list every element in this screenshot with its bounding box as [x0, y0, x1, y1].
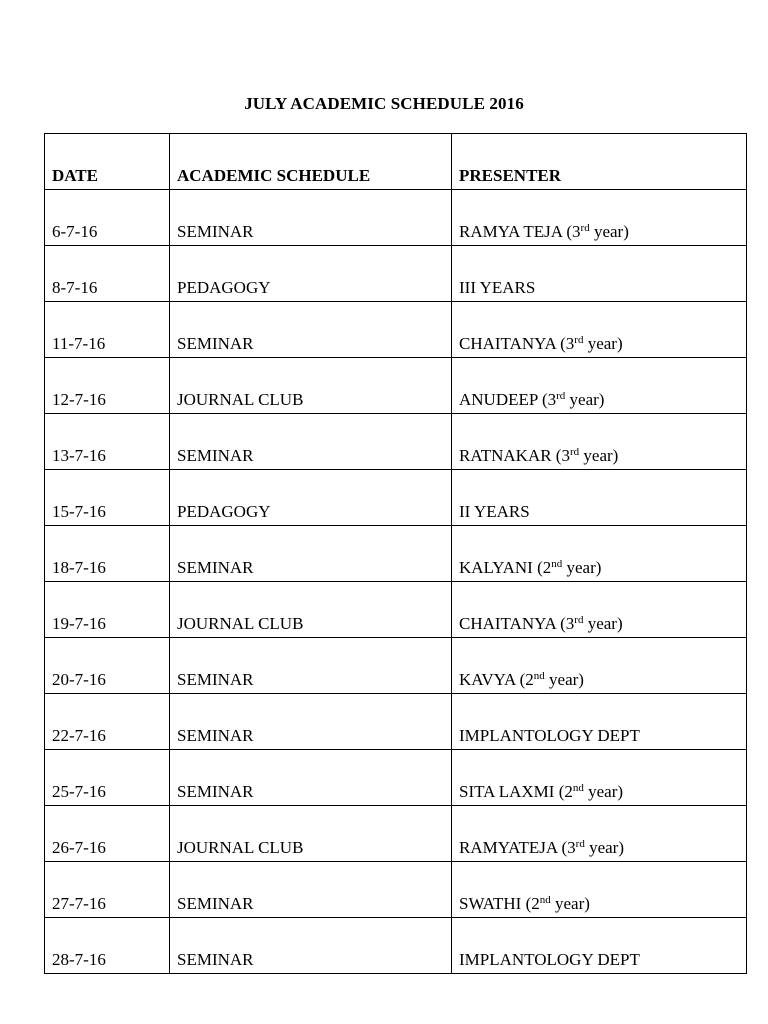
table-row	[45, 694, 747, 750]
cell-presenter	[452, 582, 747, 638]
cell-presenter	[452, 694, 747, 750]
presenter-name: ANUDEEP (3	[459, 390, 557, 409]
schedule-body	[45, 190, 747, 974]
cell-presenter	[452, 862, 747, 918]
header-academic-schedule: ACADEMIC SCHEDULE	[170, 134, 452, 190]
cell-presenter	[452, 918, 747, 974]
cell-date: 28-7-16	[45, 918, 170, 974]
cell-date: 12-7-16	[45, 358, 170, 414]
cell-academic-schedule: PEDAGOGY	[170, 246, 452, 302]
cell-academic-schedule: JOURNAL CLUB	[170, 582, 452, 638]
cell-date: 25-7-16	[45, 750, 170, 806]
year-suffix: year)	[544, 670, 584, 689]
cell-academic-schedule: SEMINAR	[170, 750, 452, 806]
year-suffix: year)	[583, 782, 624, 801]
year-ordinal-superscript: nd	[551, 558, 563, 570]
year-suffix: year)	[550, 894, 590, 913]
year-suffix: year)	[579, 446, 619, 465]
cell-academic-schedule: SEMINAR	[170, 302, 452, 358]
presenter-name: IMPLANTOLOGY DEPT	[459, 950, 640, 969]
year-ordinal-superscript: rd	[556, 390, 566, 402]
presenter-name: KALYANI (2	[459, 558, 552, 577]
cell-presenter	[452, 246, 747, 302]
cell-date: 19-7-16	[45, 582, 170, 638]
presenter-name: RATNAKAR (3	[459, 446, 570, 465]
cell-academic-schedule: JOURNAL CLUB	[170, 806, 452, 862]
cell-date: 26-7-16	[45, 806, 170, 862]
table-row	[45, 358, 747, 414]
presenter-name: IMPLANTOLOGY DEPT	[459, 726, 640, 745]
cell-date: 22-7-16	[45, 694, 170, 750]
table-row	[45, 470, 747, 526]
cell-presenter	[452, 806, 747, 862]
cell-presenter	[452, 358, 747, 414]
year-ordinal-superscript: rd	[574, 334, 584, 346]
header-date: DATE	[45, 134, 170, 190]
cell-presenter	[452, 414, 747, 470]
cell-academic-schedule: SEMINAR	[170, 190, 452, 246]
cell-academic-schedule: SEMINAR	[170, 414, 452, 470]
cell-presenter	[452, 638, 747, 694]
year-suffix: year)	[565, 390, 605, 409]
cell-presenter	[452, 302, 747, 358]
table-row	[45, 862, 747, 918]
year-suffix: year)	[562, 558, 602, 577]
presenter-name: RAMYATEJA (3	[459, 838, 576, 857]
cell-date: 6-7-16	[45, 190, 170, 246]
year-ordinal-superscript: nd	[533, 670, 545, 682]
year-ordinal-superscript: rd	[575, 838, 585, 850]
cell-date: 20-7-16	[45, 638, 170, 694]
cell-date: 15-7-16	[45, 470, 170, 526]
cell-academic-schedule: SEMINAR	[170, 862, 452, 918]
table-header-row	[45, 134, 747, 190]
presenter-name: RAMYA TEJA (3	[459, 222, 581, 241]
presenter-name: CHAITANYA (3	[459, 614, 575, 633]
presenter-name: CHAITANYA (3	[459, 334, 575, 353]
year-ordinal-superscript: nd	[572, 782, 584, 794]
cell-academic-schedule: SEMINAR	[170, 526, 452, 582]
cell-presenter	[452, 750, 747, 806]
presenter-name: KAVYA (2	[459, 670, 534, 689]
cell-date: 11-7-16	[45, 302, 170, 358]
presenter-name: III YEARS	[459, 278, 536, 297]
page-title: JULY ACADEMIC SCHEDULE 2016	[244, 94, 524, 113]
table-row	[45, 638, 747, 694]
table-row	[45, 918, 747, 974]
year-suffix: year)	[584, 838, 624, 857]
header-presenter: PRESENTER	[452, 134, 747, 190]
year-suffix: year)	[589, 222, 629, 241]
cell-academic-schedule: PEDAGOGY	[170, 470, 452, 526]
cell-presenter	[452, 190, 747, 246]
table-row	[45, 806, 747, 862]
cell-date: 8-7-16	[45, 246, 170, 302]
presenter-name: II YEARS	[459, 502, 530, 521]
table-row	[45, 302, 747, 358]
year-ordinal-superscript: nd	[539, 894, 551, 906]
year-ordinal-superscript: rd	[574, 614, 584, 626]
cell-date: 27-7-16	[45, 862, 170, 918]
table-row	[45, 750, 747, 806]
cell-date: 13-7-16	[45, 414, 170, 470]
table-row	[45, 526, 747, 582]
year-suffix: year)	[583, 334, 623, 353]
cell-presenter	[452, 470, 747, 526]
table-row	[45, 414, 747, 470]
presenter-name: SWATHI (2	[459, 894, 540, 913]
table-row	[45, 246, 747, 302]
year-suffix: year)	[583, 614, 623, 633]
cell-academic-schedule: SEMINAR	[170, 694, 452, 750]
cell-date: 18-7-16	[45, 526, 170, 582]
presenter-name: SITA LAXMI (2	[459, 782, 573, 801]
year-ordinal-superscript: rd	[580, 222, 590, 234]
table-row	[45, 582, 747, 638]
table-row	[45, 190, 747, 246]
cell-academic-schedule: SEMINAR	[170, 918, 452, 974]
cell-academic-schedule: SEMINAR	[170, 638, 452, 694]
schedule-table	[44, 133, 747, 974]
cell-presenter	[452, 526, 747, 582]
cell-academic-schedule: JOURNAL CLUB	[170, 358, 452, 414]
year-ordinal-superscript: rd	[569, 446, 580, 458]
